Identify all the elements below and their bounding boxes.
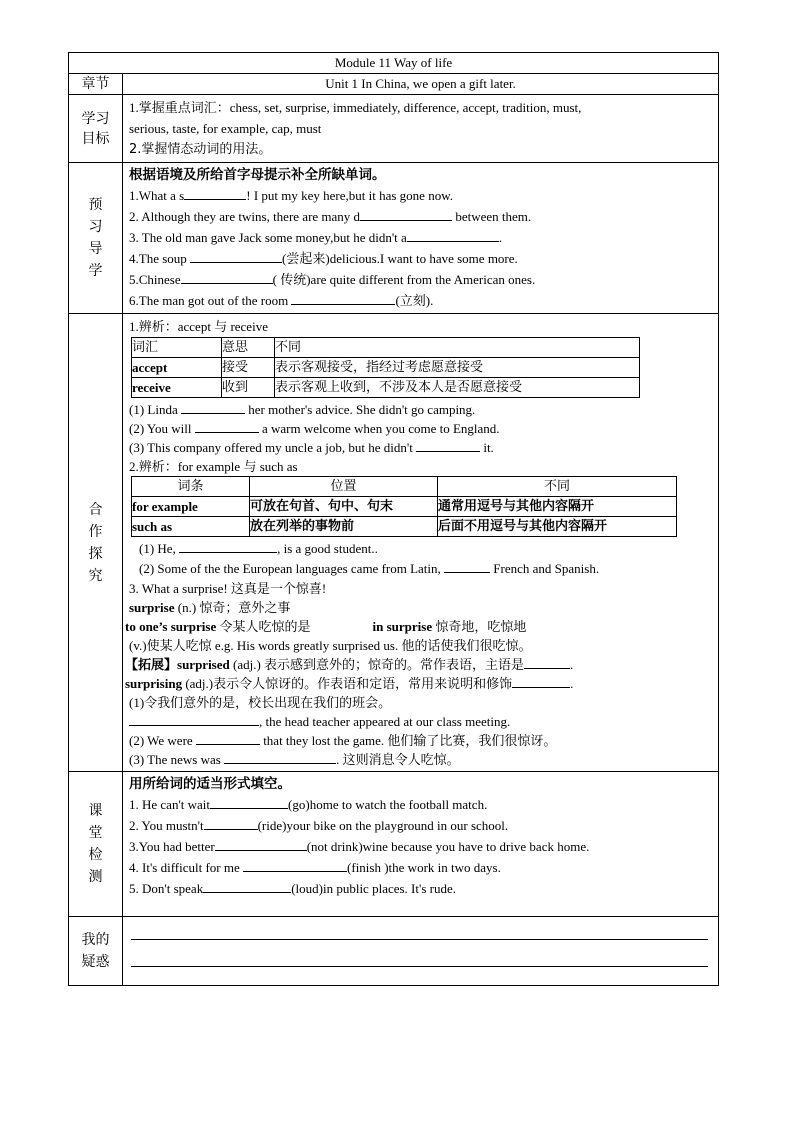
chapter-value: Unit 1 In China, we open a gift later. (123, 74, 719, 95)
worksheet-table (68, 52, 719, 986)
table-header: 不同 (275, 338, 640, 358)
for-example-such-as-table (131, 476, 677, 537)
table-cell: accept (132, 358, 222, 378)
preview-label: 预 习 导 学 (69, 163, 123, 314)
table-cell: 表示客观接受，指经过考虑愿意接受 (275, 358, 640, 378)
answer-blank[interactable] (360, 208, 452, 221)
surprise-verb: (v.)使某人吃惊 e.g. His words greatly surprised us. 他的话使我们很吃惊。 (129, 638, 532, 653)
goals-label: 学习 目标 (69, 95, 123, 163)
answer-blank[interactable] (512, 675, 570, 688)
table-cell: for example (132, 497, 250, 517)
accept-receive-table (131, 337, 640, 398)
module-title: Module 11 Way of life (69, 53, 719, 74)
table-header: 词条 (132, 477, 250, 497)
surprised-adj: 【拓展】surprised (adj.) 表示感到意外的；惊奇的。常作表语，主语是 . (125, 657, 574, 672)
preview-item: 4.The soup (尝起来)delicious.I want to have some more. (129, 251, 518, 266)
answer-blank[interactable] (291, 292, 395, 305)
table-cell: 后面不用逗号与其他内容隔开 (438, 517, 677, 537)
surprise-phrases: to one’s surprise 令某人吃惊的是 in surprise 惊奇地，吃惊地 (125, 619, 527, 634)
table-cell: 可放在句首、句中、句末 (250, 497, 438, 517)
exercise-line: (1) Linda her mother's advice. She didn't go camping. (129, 402, 476, 417)
chapter-label: 章节 (69, 74, 123, 95)
answer-blank[interactable] (204, 817, 258, 830)
answer-blank[interactable] (181, 401, 245, 414)
exercise-line: (3) This company offered my uncle a job, but he didn't it. (129, 440, 494, 455)
explore-2-title: 2.辨析：for example 与 such as (129, 459, 298, 474)
explore-3-title: 3. What a surprise! 这真是一个惊喜! (129, 581, 327, 596)
table-cell: 收到 (222, 378, 275, 398)
answer-blank[interactable] (196, 732, 260, 745)
surprise-noun: surprise (n.) 惊奇；意外之事 (129, 600, 291, 615)
preview-item: 1.What a s ! I put my key here,but it has gone now. (129, 188, 453, 203)
answer-blank[interactable] (407, 229, 499, 242)
test-item: 1. He can't wait (go)home to watch the football match. (129, 797, 488, 812)
answer-blank[interactable] (181, 271, 273, 284)
exercise-line: (1) He, , is a good student.. (139, 541, 378, 556)
answer-blank[interactable] (179, 540, 277, 553)
table-cell: 表示客观上收到，不涉及本人是否愿意接受 (275, 378, 640, 398)
explore-label: 合 作 探 究 (69, 314, 123, 772)
table-cell: 通常用逗号与其他内容隔开 (438, 497, 677, 517)
exercise-line: (3) The news was . 这则消息令人吃惊。 (129, 752, 460, 767)
goals-line-3: 2.掌握情态动词的用法。 (129, 142, 272, 157)
exercise-line: (2) Some of the the European languages came from Latin, French and Spanish. (139, 561, 600, 576)
preview-item: 3. The old man gave Jack some money,but he didn't a . (129, 230, 503, 245)
answer-blank[interactable] (190, 250, 282, 263)
table-header: 不同 (438, 477, 677, 497)
answer-blank[interactable] (416, 439, 480, 452)
exercise-line: , the head teacher appeared at our class meeting. (129, 712, 718, 731)
exercise-line: (2) You will a warm welcome when you come to England. (129, 421, 500, 436)
table-header: 词汇 (132, 338, 222, 358)
surprise-q1: (1)令我们意外的是，校长出现在我们的班会。 (129, 695, 392, 710)
exercise-line: (2) We were that they lost the game. 他们输了比赛，我们很惊讶。 (129, 733, 557, 748)
answer-blank[interactable] (203, 880, 291, 893)
answer-blank[interactable] (195, 420, 259, 433)
doubts-label: 我的 疑惑 (69, 917, 123, 986)
table-cell: such as (132, 517, 250, 537)
explore-1-title: 1.辨析：accept 与 receive (129, 319, 268, 334)
answer-blank[interactable] (129, 713, 259, 726)
preview-item: 6.The man got out of the room (立刻). (129, 293, 434, 308)
table-cell: receive (132, 378, 222, 398)
doubts-writing-line[interactable] (131, 966, 708, 967)
surprising-adj: surprising (adj.)表示令人惊讶的。作表语和定语，常用来说明和修饰 . (125, 676, 574, 691)
answer-blank[interactable] (524, 656, 570, 669)
answer-blank[interactable] (184, 187, 246, 200)
test-section (123, 772, 719, 917)
test-label: 课 堂 检 测 (69, 772, 123, 917)
answer-blank[interactable] (224, 751, 336, 764)
answer-blank[interactable] (444, 560, 490, 573)
answer-blank[interactable] (210, 796, 288, 809)
preview-item: 2. Although they are twins, there are many d between them. (129, 209, 532, 224)
table-header: 位置 (250, 477, 438, 497)
answer-blank[interactable] (243, 859, 347, 872)
goals-line-1: 1.掌握重点词汇：chess, set, surprise, immediately, difference, accept, tradition, must, (129, 100, 582, 115)
answer-blank[interactable] (215, 838, 307, 851)
test-instruction: 用所给词的适当形式填空。 (129, 776, 291, 792)
table-cell: 接受 (222, 358, 275, 378)
test-item: 3.You had better (not drink)wine because you have to drive back home. (129, 839, 590, 854)
test-item: 4. It's difficult for me (finish )the work in two days. (129, 860, 501, 875)
goals-line-2: serious, taste, for example, cap, must (129, 121, 322, 136)
doubts-section (123, 917, 719, 986)
preview-instruction: 根据语境及所给首字母提示补全所缺单词。 (129, 167, 386, 183)
table-header: 意思 (222, 338, 275, 358)
goals-section (123, 95, 719, 163)
preview-item: 5.Chinese ( 传统)are quite different from the American ones. (129, 272, 536, 287)
explore-section (123, 314, 719, 772)
test-item: 2. You mustn't (ride)your bike on the playground in our school. (129, 818, 509, 833)
table-cell: 放在列举的事物前 (250, 517, 438, 537)
test-item: 5. Don't speak (loud)in public places. It's rude. (129, 881, 457, 896)
preview-section (123, 163, 719, 314)
